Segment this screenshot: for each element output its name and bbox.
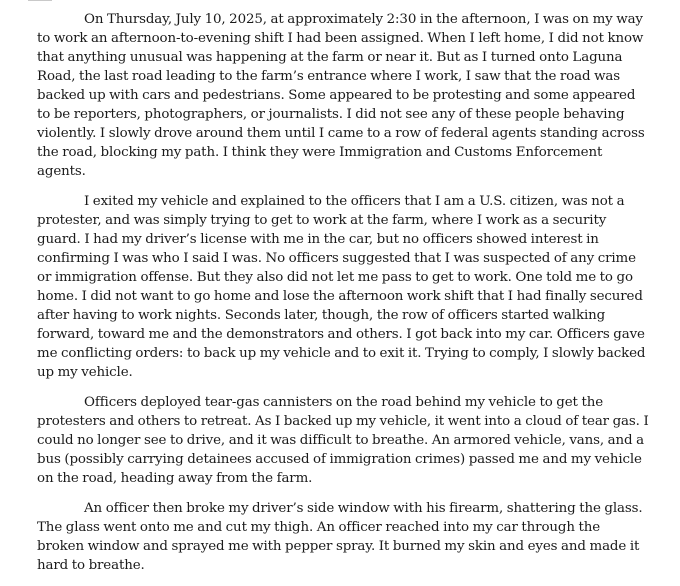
paragraph-2: I exited my vehicle and explained to the officers that I am a U.S. citizen, was not a protester, and was simply trying to get to work at the farm, where I work as a security guard. I had my driver’s license with me in the car, but no officers showed interest in confirming I was who I said I was. No officers suggested that I was suspected of any crime or immigration offense. But they also did not let me pass to get to work. One told me to go home. I did not want to go home and lose the afternoon work shift that I had finally secured after having to work nights. Seconds later, though, the row of officers started walking forward, toward me and the demonstrators and others. I got back into my car. Officers gave me conflicting orders: to back up my vehicle and to exit it. Trying to comply, I slowly backed up my vehicle.: [37, 194, 646, 380]
paragraph-4: An officer then broke my driver’s side window with his firearm, shattering the glass. The glass went onto me and cut my thigh. An officer reached into my car through the broken window and sprayed me with pepper spray. It burned my skin and eyes and made it hard to breathe.: [37, 501, 643, 573]
paragraph-3: Officers deployed tear-gas cannisters on the road behind my vehicle to get the protesters and others to retreat. As I backed up my vehicle, it went into a cloud of tear gas. I could no longer see to drive, and it was difficult to breathe. An armored vehicle, vans, and a bus (possibly carrying detainees accused of immigration crimes) passed me and my vehicle on the road, heading away from the farm.: [37, 395, 649, 486]
paragraph-1: On Thursday, July 10, 2025, at approximately 2:30 in the afternoon, I was on my way to work an afternoon-to-evening shift I had been assigned. When I left home, I did not know that anything unusual was happening at the farm or near it. But as I turned onto Laguna Road, the last road leading to the farm’s entrance where I work, I saw that the road was backed up with cars and pedestrians. Some appeared to be protesting and some appeared to be reporters, photographers, or journalists. I did not see any of these people behaving violently. I slowly drove around them until I came to a row of federal agents standing across the road, blocking my path. I think they were Immigration and Customs Enforcement agents.: [37, 12, 645, 179]
top-line-fragment: [28, 0, 52, 1]
statement-body: [37, 10, 649, 586]
